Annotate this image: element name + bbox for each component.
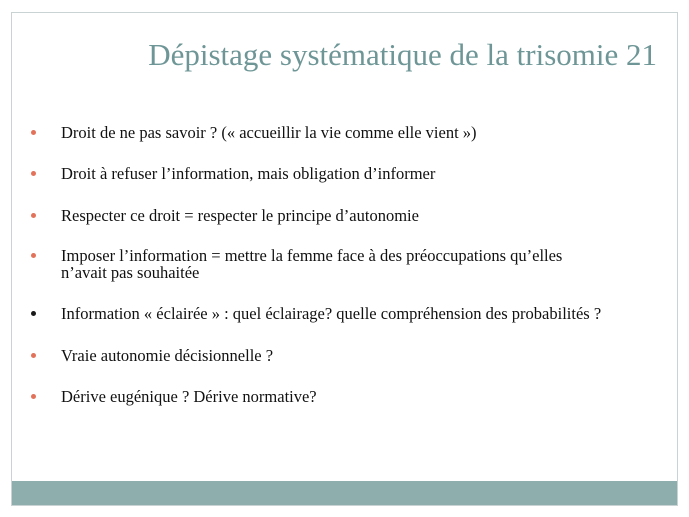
bullet-item <box>61 347 677 364</box>
bullet-text: Imposer l’information = mettre la femme face à des préoccupations qu’elles <box>61 246 563 265</box>
bullet-text: Droit à refuser l’information, mais obligation d’informer <box>61 164 436 183</box>
bullet-text: Vraie autonomie décisionnelle ? <box>61 346 274 365</box>
bullet-item <box>61 388 677 405</box>
bullet-text: Dérive eugénique ? Dérive normative? <box>61 387 317 406</box>
bullet-text: Droit de ne pas savoir ? (« accueillir la vie comme elle vient ») <box>61 123 477 142</box>
bullet-dot-icon <box>31 213 36 218</box>
bullet-dot-icon <box>31 311 36 316</box>
slide-title: Dépistage systématique de la trisomie 21 <box>148 37 657 72</box>
bullet-item <box>61 305 677 322</box>
bullet-item <box>61 165 677 182</box>
bullet-item <box>61 124 677 141</box>
bullet-text-continued: n’avait pas souhaitée <box>61 263 200 282</box>
bullet-text: Information « éclairée » : quel éclairage? quelle compréhension des probabilités ? <box>61 304 602 323</box>
bullet-dot-icon <box>31 171 36 176</box>
bullet-dot-icon <box>31 253 36 258</box>
bullet-dot-icon <box>31 394 36 399</box>
bullet-item <box>61 207 677 224</box>
bullet-list <box>12 13 677 505</box>
footer-bar <box>12 481 677 505</box>
bullet-item <box>61 247 677 281</box>
slide <box>11 12 678 506</box>
bullet-text: Respecter ce droit = respecter le principe d’autonomie <box>61 206 419 225</box>
bullet-dot-icon <box>31 130 36 135</box>
bullet-dot-icon <box>31 353 36 358</box>
